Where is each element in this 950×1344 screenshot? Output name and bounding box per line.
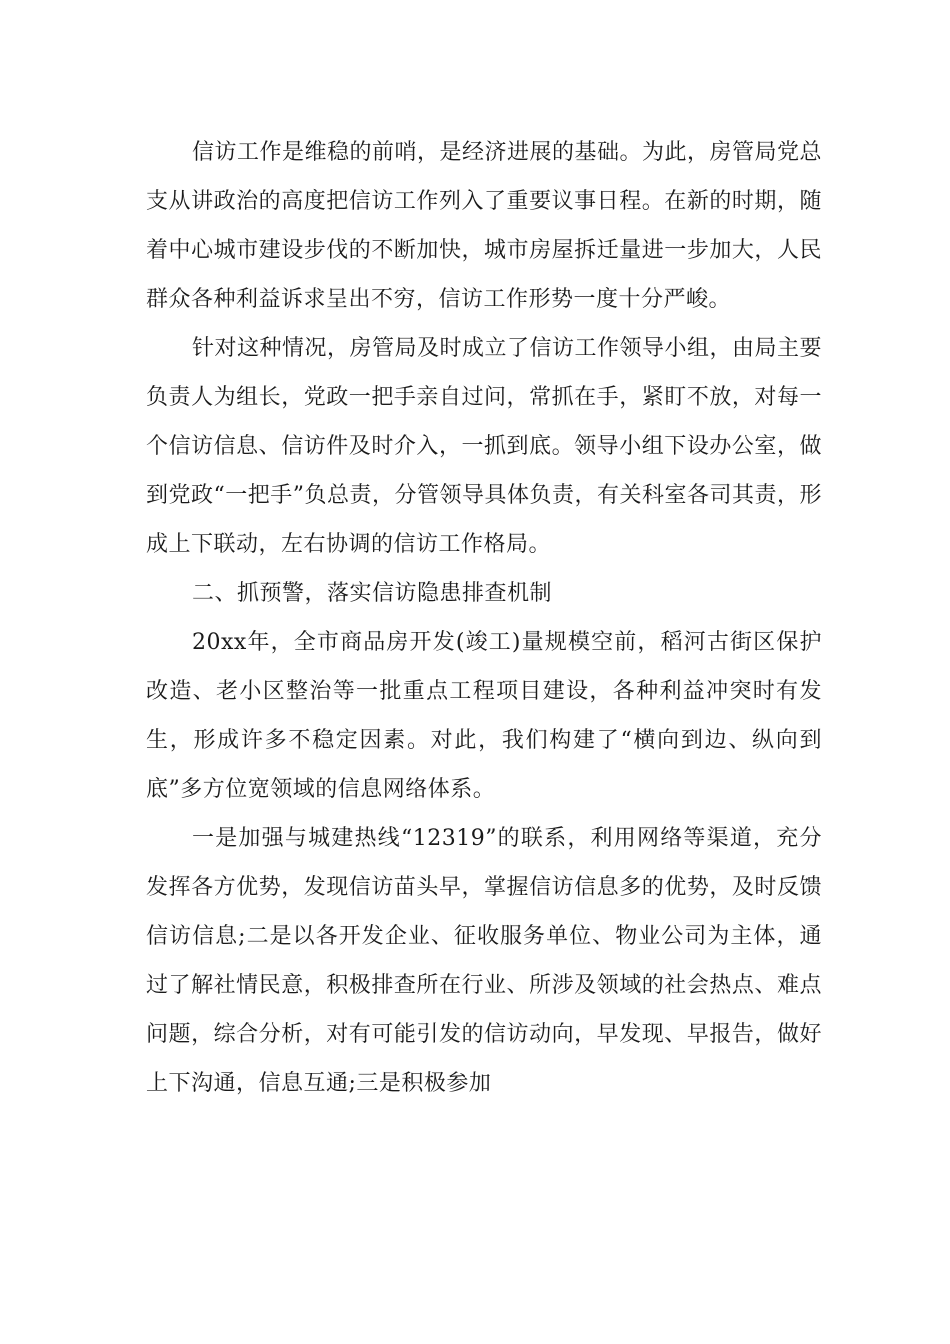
paragraph-city-development: 20xx年，全市商品房开发(竣工)量规模空前，稻河古街区保护改造、老小区整治等一批重点工程项目建设，各种利益冲突时有发生，形成许多不稳定因素。对此，我们构建了“横向到边、纵向到底”多方位宽领域的信息网络体系。 (146, 630, 822, 802)
paragraph-leading-group: 针对这种情况，房管局及时成立了信访工作领导小组，由局主要负责人为组长，党政一把手亲自过问，常抓在手，紧盯不放，对每一个信访信息、信访件及时介入，一抓到底。领导小组下设办公室，做到党政“一把手”负总责，分管领导具体负责，有关科室各司其责，形成上下联动，左右协调的信访工作格局。 (146, 336, 823, 557)
section-heading-early-warning: 二、抓预警，落实信访隐患排查机制 (192, 581, 553, 606)
paragraph-measures: 一是加强与城建热线“12319”的联系，利用网络等渠道，充分发挥各方优势，发现信访苗头早，掌握信访信息多的优势，及时反馈信访信息;二是以各开发企业、征收服务单位、物业公司为主体，通过了解社情民意，积极排查所在行业、所涉及领域的社会热点、难点问题，综合分析，对有可能引发的信访动向，早发现、早报告，做好上下沟通，信息互通;三是积极参加 (146, 826, 822, 1096)
paragraph-petition-importance: 信访工作是维稳的前哨，是经济进展的基础。为此，房管局党总支从讲政治的高度把信访工作列入了重要议事日程。在新的时期，随着中心城市建设步伐的不断加快，城市房屋拆迁量进一步加大，人民群众各种利益诉求呈出不穷，信访工作形势一度十分严峻。 (146, 140, 823, 312)
document-body (146, 128, 822, 1108)
